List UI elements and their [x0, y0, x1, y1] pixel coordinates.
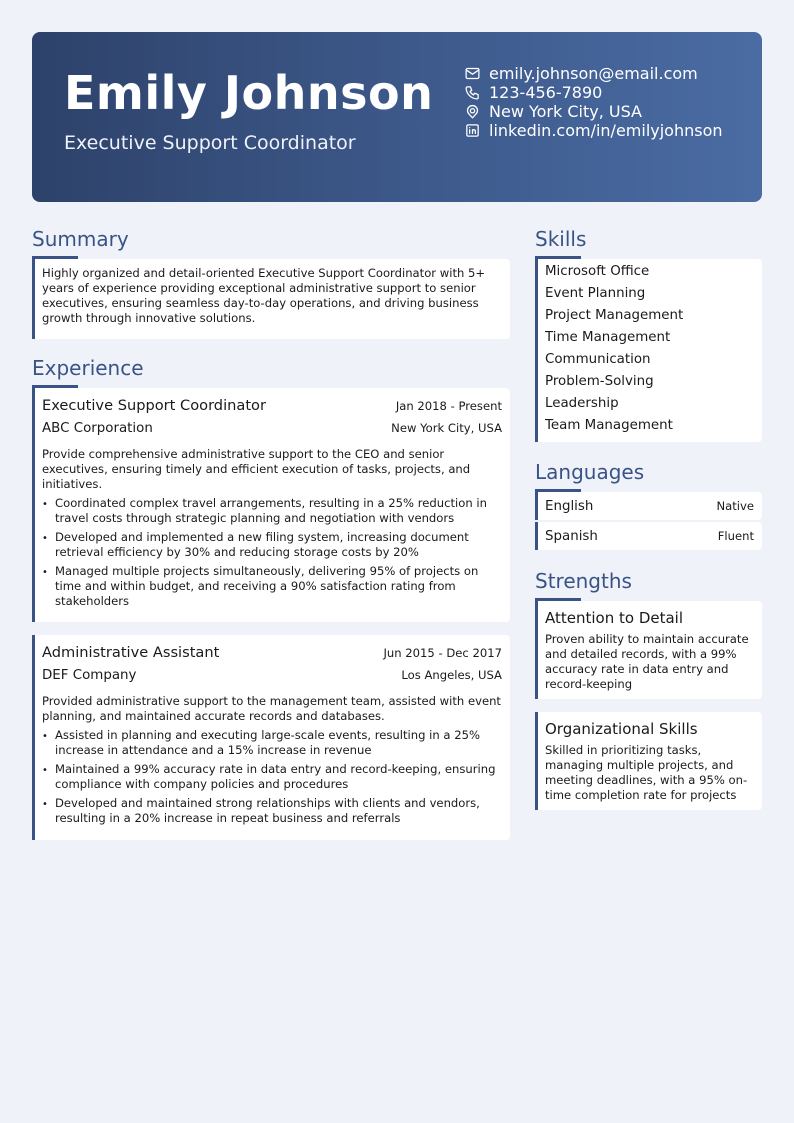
achievement-item: • Assisted in planning and executing large-scale events, resulting in a 25% increase in attendance and a 15% increase in revenue: [42, 728, 502, 758]
experience-heading: Experience: [32, 356, 144, 380]
achievement-item: • Developed and implemented a new filing system, increasing document retrieval efficiency by 30% and reducing storage costs by 20%: [42, 530, 502, 560]
skill-item: Event Planning: [545, 286, 646, 301]
job-date: Jun 2015 - Dec 2017: [383, 646, 502, 660]
summary-text: Highly organized and detail-oriented Executive Support Coordinator with 5+ years of experience providing exceptional administrative support to senior executives, ensuring seamless day-to-day operations, and driving business growth through innovative solutions.: [42, 266, 486, 325]
language-name: Spanish: [545, 528, 598, 544]
skill-item: Problem-Solving: [545, 374, 654, 389]
job-achievements: [42, 496, 502, 609]
location-text: New York City, USA: [489, 102, 642, 121]
achievement-item: • Developed and maintained strong relationships with clients and vendors, resulting in a 20% increase in repeat business and referrals: [42, 796, 502, 826]
job-achievements: [42, 728, 502, 826]
job-card: [32, 388, 510, 622]
job-description: Provided administrative support to the management team, assisted with event planning, and maintained accurate records and databases.: [42, 694, 501, 723]
summary-heading: Summary: [32, 227, 129, 251]
contact-linkedin[interactable]: [464, 121, 723, 140]
skill-item: Project Management: [545, 308, 684, 323]
linkedin-text: linkedin.com/in/emilyjohnson: [489, 121, 723, 140]
phone-text: 123-456-7890: [489, 83, 603, 102]
job-description: Provide comprehensive administrative support to the CEO and senior executives, ensuring timely and efficient execution of tasks, projects, and initiatives.: [42, 447, 471, 491]
skill-item: Microsoft Office: [545, 264, 650, 279]
achievement-item: • Managed multiple projects simultaneously, delivering 95% of projects on time and within budget, and receiving a 90% satisfaction rating from stakeholders: [42, 564, 502, 609]
job-card: [32, 635, 510, 840]
resume-header: [32, 32, 762, 202]
job-location: Los Angeles, USA: [401, 668, 502, 682]
job-date: Jan 2018 - Present: [395, 399, 502, 413]
language-card: [535, 492, 762, 520]
job-company: DEF Company: [42, 668, 137, 683]
job-location: New York City, USA: [391, 421, 502, 435]
language-card: [535, 522, 762, 550]
language-name: English: [545, 498, 594, 514]
candidate-role: Executive Support Coordinator: [64, 132, 356, 154]
language-level: Fluent: [717, 529, 754, 543]
contact-list: [464, 64, 723, 140]
achievement-item: • Coordinated complex travel arrangements, resulting in a 25% reduction in travel costs through strategic planning and negotiation with vendors: [42, 496, 502, 526]
mail-icon: [464, 65, 481, 82]
summary-card: [32, 259, 510, 339]
job-title: Administrative Assistant: [42, 644, 220, 661]
phone-icon: [464, 84, 481, 101]
candidate-name: Emily Johnson: [64, 66, 434, 120]
strength-title: Organizational Skills: [545, 720, 698, 738]
contact-email[interactable]: [464, 64, 723, 83]
strength-title: Attention to Detail: [545, 609, 684, 627]
contact-location: [464, 102, 723, 121]
map-pin-icon: [464, 103, 481, 120]
skills-heading: Skills: [535, 227, 587, 251]
strengths-heading: Strengths: [535, 569, 632, 593]
achievement-item: • Maintained a 99% accuracy rate in data entry and record-keeping, ensuring compliance with company policies and procedures: [42, 762, 502, 792]
strength-text: Proven ability to maintain accurate and detailed records, with a 99% accuracy rate in data entry and record-keeping: [545, 632, 749, 691]
skill-item: Leadership: [545, 396, 619, 411]
skill-item: Time Management: [545, 330, 671, 345]
contact-phone[interactable]: [464, 83, 723, 102]
skills-card: [535, 259, 762, 442]
job-title: Executive Support Coordinator: [42, 397, 266, 414]
linkedin-icon: [464, 122, 481, 139]
skill-item: Team Management: [545, 418, 673, 433]
languages-heading: Languages: [535, 460, 645, 484]
skill-item: Communication: [545, 352, 651, 367]
language-level: Native: [716, 499, 754, 513]
job-company: ABC Corporation: [42, 421, 153, 436]
email-text: emily.johnson@email.com: [489, 64, 698, 83]
strength-card: [535, 601, 762, 699]
strength-text: Skilled in prioritizing tasks, managing multiple projects, and meeting deadlines, with a 95% on-time completion rate for projects: [545, 743, 748, 802]
strength-card: [535, 712, 762, 810]
